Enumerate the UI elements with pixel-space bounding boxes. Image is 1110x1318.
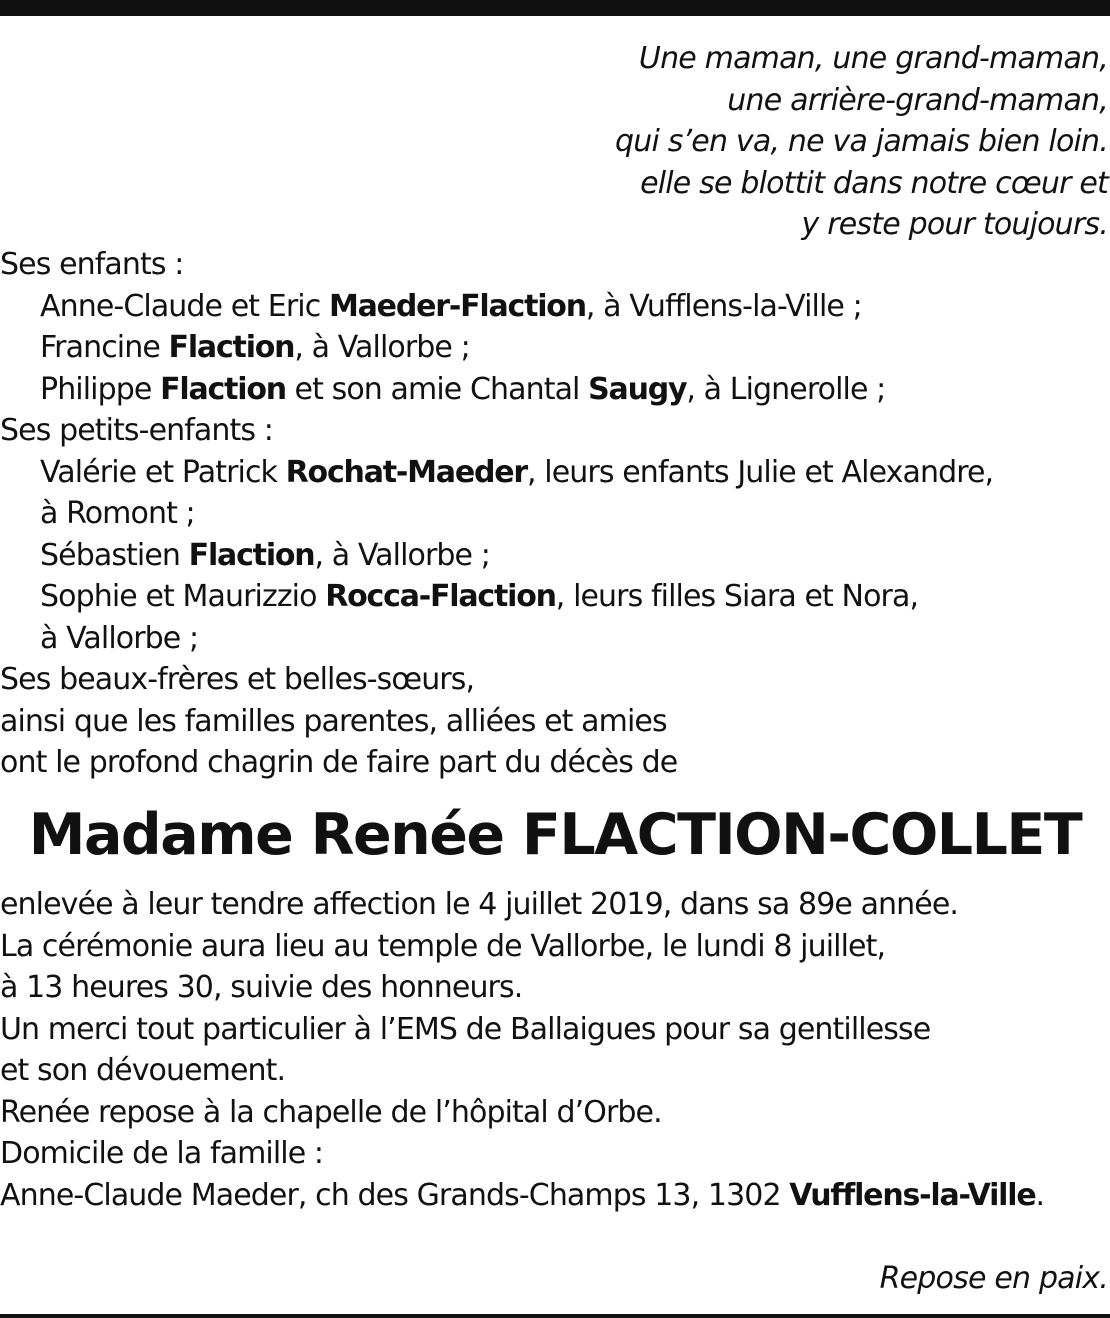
detail-line: Un merci tout particulier à l’EMS de Ballaigues pour sa gentillesse [0, 1011, 931, 1047]
detail-line: Renée repose à la chapelle de l’hôpital d’Orbe. [0, 1094, 662, 1130]
detail-line: à 13 heures 30, suivie des honneurs. [0, 970, 523, 1005]
poem-line: elle se blottit dans notre cœur et [640, 165, 1108, 201]
grandchild-line: Valérie et Patrick Rochat-Maeder, leurs enfants Julie et Alexandre, [40, 454, 994, 490]
family-line: Ses beaux-frères et belles-sœurs, [0, 662, 475, 697]
family-address: Anne-Claude Maeder, ch des Grands-Champs 13, 1302 Vufflens-la-Ville. [0, 1177, 1045, 1213]
child-line: Francine Flaction, à Vallorbe ; [40, 330, 470, 365]
family-line: ont le profond chagrin de faire part du décès de [0, 745, 678, 780]
family-line: ainsi que les familles parentes, alliées et amies [0, 703, 667, 739]
family-announcement [0, 244, 1110, 784]
poem-line: qui s’en va, ne va jamais bien loin. [615, 124, 1108, 159]
detail-line: Domicile de la famille : [0, 1136, 324, 1171]
detail-line: et son dévouement. [0, 1053, 286, 1088]
grandchild-line: Sébastien Flaction, à Vallorbe ; [40, 537, 490, 573]
top-rule [0, 0, 1110, 16]
detail-line: La cérémonie aura lieu au temple de Vallorbe, le lundi 8 juillet, [0, 928, 886, 964]
grandchild-line: Sophie et Maurizzio Rocca-Flaction, leurs filles Siara et Nora, [40, 579, 919, 614]
grandchild-line: à Romont ; [40, 496, 195, 531]
child-line: Anne-Claude et Eric Maeder-Flaction, à Vufflens-la-Ville ; [40, 288, 862, 324]
poem-line: une arrière-grand-maman, [727, 82, 1108, 118]
ceremony-details [0, 884, 1110, 1216]
children-heading: Ses enfants : [0, 247, 184, 282]
deceased-name: Madame Renée FLACTION-COLLET [28, 802, 1082, 868]
child-line: Philippe Flaction et son amie Chantal Saugy, à Lignerolle ; [40, 371, 886, 407]
detail-line: enlevée à leur tendre affection le 4 juillet 2019, dans sa 89e année. [0, 887, 959, 922]
poem-line: Une maman, une grand-maman, [638, 41, 1108, 76]
poem-line: y reste pour toujours. [801, 207, 1108, 242]
closing-phrase: Repose en paix. [879, 1261, 1108, 1296]
bottom-rule [0, 1314, 1110, 1318]
grandchildren-heading: Ses petits-enfants : [0, 413, 273, 448]
epigraph-poem [615, 38, 1108, 246]
grandchild-line: à Vallorbe ; [40, 620, 199, 656]
